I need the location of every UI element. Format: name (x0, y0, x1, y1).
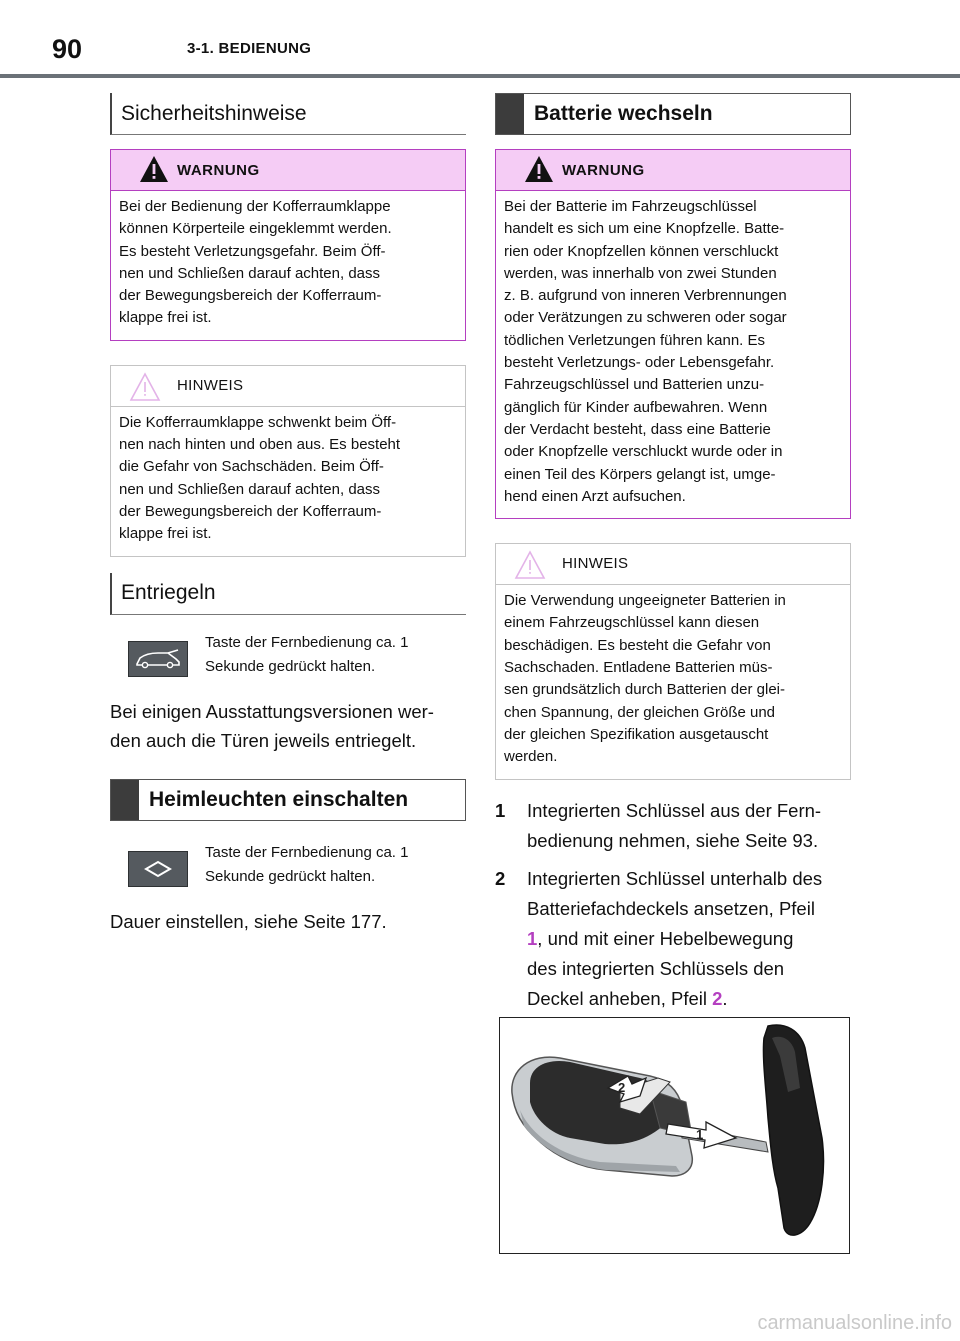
text-line: der Bewegungsbereich der Kofferraum- (119, 287, 382, 305)
warning-triangle-icon (138, 154, 170, 184)
text-line: z. B. aufgrund von inneren Verbrennungen (504, 287, 787, 305)
text-line: des integrierten Schlüssels den (527, 957, 785, 979)
note-text (111, 407, 465, 556)
warning-header (111, 150, 465, 191)
text-line: gänglich für Kinder aufbewahren. Wenn (504, 398, 768, 416)
heading-bar (496, 94, 524, 134)
text-line: sen grundsätzlich durch Batterien der glei- (504, 681, 785, 699)
text-line: Taste der Fernbedienung ca. 1 (205, 633, 409, 651)
unlock-instruction (205, 631, 408, 679)
step-2 (495, 864, 851, 1014)
text-line: werden. (504, 748, 558, 766)
note-header (111, 366, 465, 407)
note-label: HINWEIS (562, 555, 629, 573)
text-line: Integrierten Schlüssel aus der Fern- (527, 799, 822, 821)
text-line: werden, was innerhalb von zwei Stunden (504, 264, 777, 282)
text-line (527, 924, 851, 954)
text-line: Die Kofferraumklappe schwenkt beim Öff- (119, 413, 397, 431)
note-box-tailgate (110, 365, 466, 557)
light-button-row (110, 839, 466, 899)
figure-label-1: 1 (696, 1127, 704, 1142)
note-box-battery (495, 543, 851, 779)
heading-text: Batterie wechseln (534, 102, 713, 125)
right-column (495, 93, 851, 1014)
light-instruction (205, 841, 408, 889)
left-column (110, 93, 466, 936)
unlock-description (110, 697, 466, 755)
caution-triangle-icon (514, 550, 546, 580)
text-line: Batteriefachdeckels ansetzen, Pfeil (527, 897, 815, 919)
text-line: nen nach hinten und oben aus. Es besteht (119, 436, 401, 454)
caution-triangle-icon (129, 372, 161, 402)
text-line: Bei der Batterie im Fahrzeugschlüssel (504, 198, 757, 215)
text-line: tödlichen Verletzungen führen kann. Es (504, 331, 766, 349)
text-line: oder Knopfzelle verschluckt wurde oder in (504, 443, 783, 461)
text-line: nen und Schließen darauf achten, dass (119, 480, 381, 498)
text-line: der Verdacht besteht, dass eine Batterie (504, 420, 771, 438)
step-1 (495, 796, 851, 856)
text-line: Sachschaden. Entladene Batterien müs- (504, 659, 773, 677)
text-line: die Gefahr von Sachschäden. Beim Öff- (119, 458, 384, 476)
remote-key-illustration (500, 1018, 850, 1254)
step-number: 2 (495, 867, 506, 889)
warning-box-tailgate (110, 149, 466, 341)
text-line: Es besteht Verletzungsgefahr. Beim Öff- (119, 242, 386, 260)
home-lights-heading (110, 779, 466, 821)
battery-heading (495, 93, 851, 135)
text-line: Bei der Bedienung der Kofferraumklappe (119, 198, 391, 215)
text-line: handelt es sich um eine Knopfzelle. Batte- (504, 220, 785, 238)
text-line: oder Verätzungen zu schweren oder sogar (504, 309, 787, 327)
text-line: Die Verwendung ungeeigneter Batterien in (504, 592, 786, 610)
text-line: Bei einigen Ausstattungsversionen wer- (110, 700, 434, 722)
safety-heading: Sicherheitshinweise (110, 93, 466, 135)
warning-header (496, 150, 850, 191)
section-title: 3-1. BEDIENUNG (187, 40, 312, 57)
text-line: besteht Verletzungs- oder Lebensgefahr. (504, 354, 775, 372)
text-line: einem Fahrzeugschlüssel kann diesen (504, 614, 760, 632)
text-line: einen Teil des Körpers gelangt ist, umge- (504, 465, 776, 483)
arrow-reference-2: 2 (712, 987, 723, 1009)
note-label: HINWEIS (177, 376, 244, 394)
heading-bar (111, 780, 139, 820)
unlock-button-row (110, 629, 466, 689)
arrow-reference-1: 1 (527, 927, 538, 949)
text-line: hend einen Arzt aufsuchen. (504, 487, 686, 505)
tailgate-button-icon (128, 641, 188, 677)
text-line: klappe frei ist. (119, 525, 212, 543)
text-line: Integrierten Schlüssel unterhalb des (527, 867, 823, 889)
text-line: der Bewegungsbereich der Kofferraum- (119, 502, 382, 520)
text-fragment: , und mit einer Hebelbewegung (537, 927, 794, 949)
page-header (0, 0, 960, 78)
text-fragment: Deckel anheben, Pfeil (527, 987, 713, 1009)
text-line: Taste der Fernbedienung ca. 1 (205, 843, 409, 861)
text-line: Fahrzeugschlüssel und Batterien unzu- (504, 376, 765, 394)
duration-text: Dauer einstellen, siehe Seite 177. (110, 910, 387, 932)
home-light-button-icon (128, 851, 188, 887)
text-line: rien oder Knopfzellen können verschluckt (504, 242, 779, 260)
text-line: bedienung nehmen, siehe Seite 93. (527, 829, 819, 851)
key-battery-illustration (499, 1017, 850, 1254)
watermark: carmanualsonline.info (757, 1312, 952, 1334)
warning-text (496, 191, 850, 518)
step-number: 1 (495, 799, 506, 821)
text-line: der gleichen Spezifikation ausgetauscht (504, 725, 769, 743)
unlock-heading: Entriegeln (110, 573, 466, 615)
text-line: klappe frei ist. (119, 309, 212, 327)
heading-text: Heimleuchten einschalten (149, 787, 409, 811)
text-line: den auch die Türen jeweils entriegelt. (110, 729, 417, 751)
note-text (496, 585, 850, 778)
text-line: Sekunde gedrückt halten. (205, 657, 376, 675)
warning-label: WARNUNG (177, 162, 260, 179)
warning-label: WARNUNG (562, 162, 645, 179)
diamond-icon (138, 859, 178, 879)
figure-label-2: 2 (618, 1080, 626, 1095)
warning-triangle-icon (523, 154, 555, 184)
text-line: beschädigen. Es besteht die Gefahr von (504, 636, 771, 654)
note-header (496, 544, 850, 585)
text-line (527, 984, 851, 1014)
text-line: Sekunde gedrückt halten. (205, 867, 376, 885)
header-rule (0, 74, 960, 78)
text-fragment: . (722, 987, 728, 1009)
page-number: 90 (52, 34, 83, 64)
car-trunk-icon (134, 647, 182, 671)
text-line: chen Spannung, der gleichen Größe und (504, 703, 776, 721)
warning-text (111, 191, 465, 340)
text-line: können Körperteile eingeklemmt werden. (119, 220, 392, 238)
text-line: nen und Schließen darauf achten, dass (119, 264, 381, 282)
warning-box-battery (495, 149, 851, 519)
